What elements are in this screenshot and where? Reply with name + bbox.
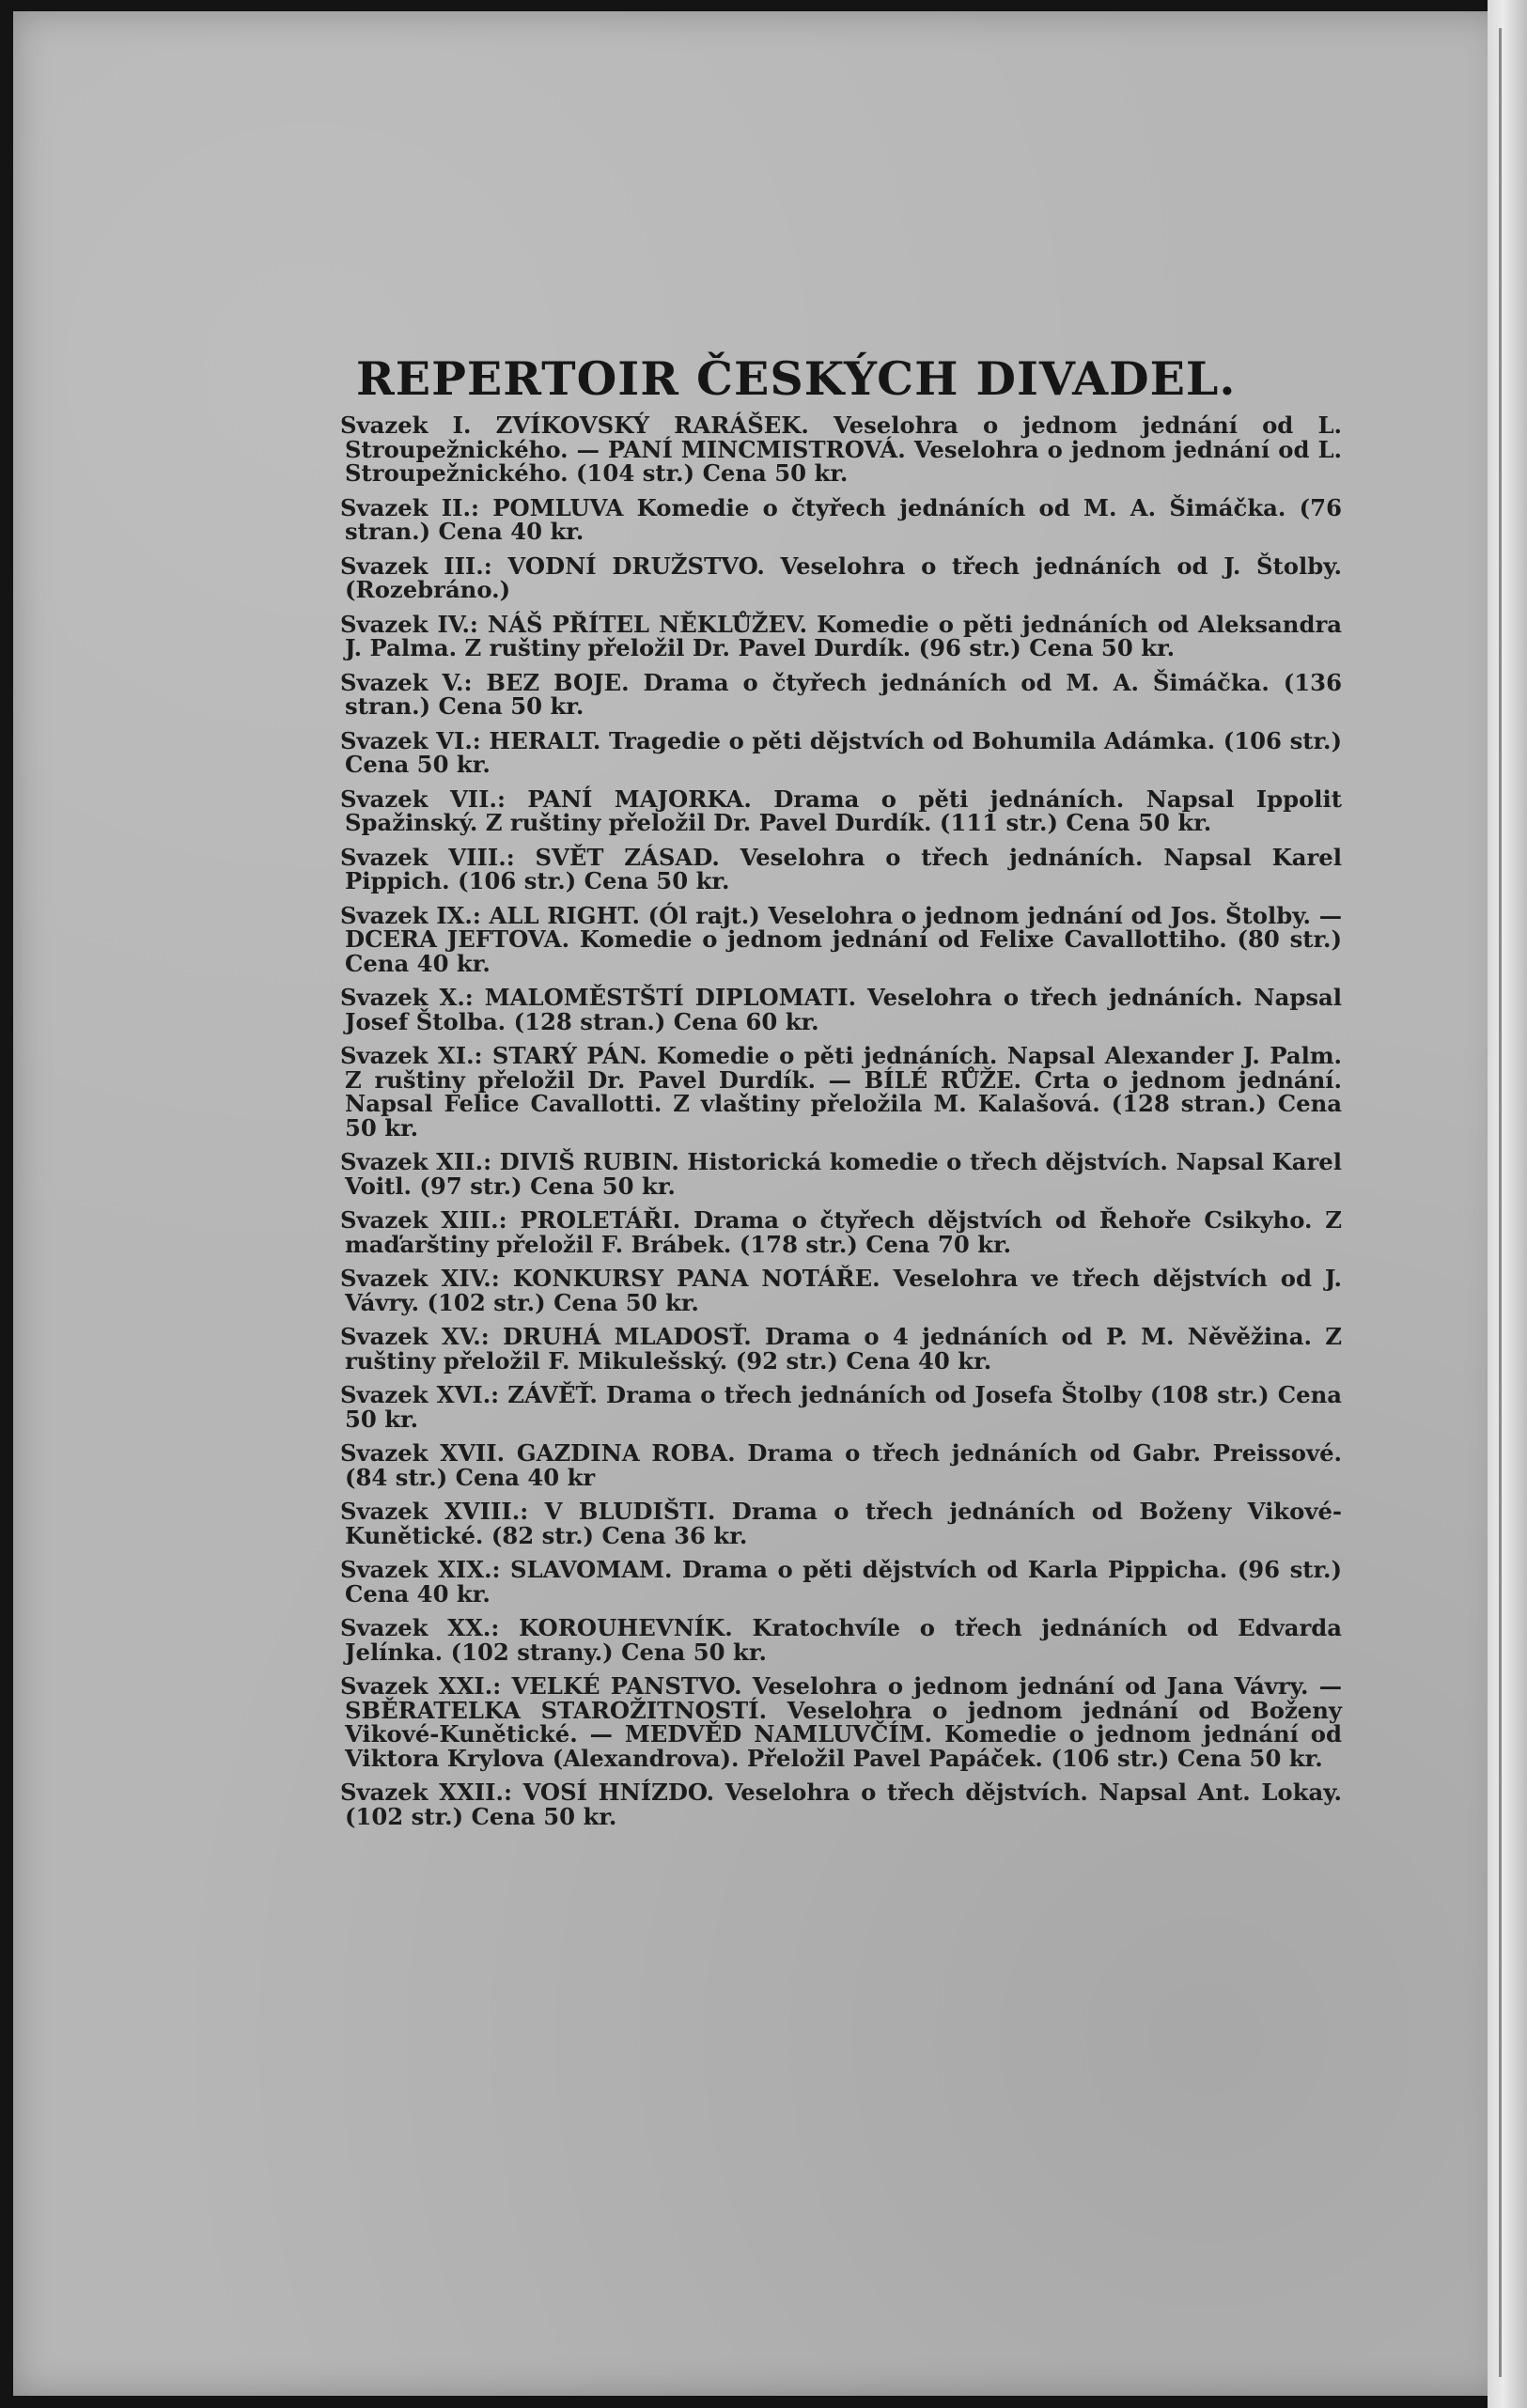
- entry-text: Svazek XII.: DIVIŠ RUBIN. Historická komedie o třech dějstvích. Napsal Karel Voitl. (97 str.) Cena 50 kr.: [340, 1148, 1342, 1200]
- entry-text: Svazek III.: VODNÍ DRUŽSTVO. Veselohra o třech jednáních od J. Štolby. (Rozebráno.): [340, 552, 1342, 603]
- entry-text: Svazek IX.: ALL RIGHT. (Ól rajt.) Veselohra o jednom jednání od Jos. Štolby. — DCERA JEFTOVA. Komedie o jednom jednání od Felixe Cavallottiho. (80 str.) Cena 40 kr.: [340, 901, 1342, 977]
- list-item: [340, 1208, 1342, 1256]
- entry-text: Svazek XX.: KOROUHEVNÍK. Kratochvíle o třech jednáních od Edvarda Jelínka. (102 strany.) Cena 50 kr.: [340, 1614, 1342, 1666]
- list-item: [340, 610, 1342, 661]
- entry-text: Svazek IV.: NÁŠ PŘÍTEL NĚKLŮŽEV. Komedie o pěti jednáních od Aleksandra J. Palma. Z ruštiny přeložil Dr. Pavel Durdík. (96 str.) Cena 50 kr.: [340, 610, 1342, 661]
- entry-text: Svazek VI.: HERALT. Tragedie o pěti dějstvích od Bohumila Adámka. (106 str.) Cena 50 kr.: [340, 726, 1342, 778]
- list-item: [340, 1150, 1342, 1198]
- entry-text: Svazek VII.: PANÍ MAJORKA. Drama o pěti jednáních. Napsal Ippolit Spažinský. Z ruštiny přeložil Dr. Pavel Durdík. (111 str.) Cena 50 kr.: [340, 785, 1342, 836]
- list-item: [340, 1558, 1342, 1606]
- book-spine-edge: [1488, 0, 1527, 2408]
- list-item: [340, 554, 1342, 602]
- entry-text: Svazek XV.: DRUHÁ MLADOSŤ. Drama o 4 jednáních od P. M. Něvěžina. Z ruštiny přeložil F. Mikulešský. (92 str.) Cena 40 kr.: [340, 1323, 1342, 1375]
- entry-text: Svazek XIV.: KONKURSY PANA NOTÁŘE. Veselohra ve třech dějstvích od J. Vávry. (102 str.) Cena 50 kr.: [340, 1265, 1342, 1316]
- entry-text: Svazek XVI.: ZÁVĚŤ. Drama o třech jednáních od Josefa Štolby (108 str.) Cena 50 kr.: [340, 1381, 1342, 1433]
- repertoire-list: [340, 413, 1342, 1828]
- entry-text: Svazek XI.: STARÝ PÁN. Komedie o pěti jednáních. Napsal Alexander J. Palm. Z ruštiny přeložil Dr. Pavel Durdík. — BÍLÉ RŮŽE. Crta o jednom jednání. Napsal Felice Cavallotti. Z vlaštiny přeložila M. Kalašová. (128 stran.) Cena 50 kr.: [340, 1042, 1342, 1142]
- list-item: [340, 787, 1342, 835]
- entry-text: Svazek XVIII.: V BLUDIŠTI. Drama o třech jednáních od Boženy Vikové-Kunětické. (82 str.) Cena 36 kr.: [340, 1498, 1342, 1549]
- entry-text: Svazek II.: POMLUVA Komedie o čtyřech jednáních od M. A. Šimáčka. (76 stran.) Cena 40 kr.: [340, 493, 1342, 545]
- list-item: [340, 843, 1342, 894]
- list-item: [340, 413, 1342, 486]
- list-item: [340, 1441, 1342, 1489]
- entry-text: Svazek VIII.: SVĚT ZÁSAD. Veselohra o třech jednáních. Napsal Karel Pippich. (106 str.) Cena 50 kr.: [340, 843, 1342, 894]
- list-item: [340, 1325, 1342, 1373]
- entry-text: Svazek X.: MALOMĚSTŠTÍ DIPLOMATI. Veselohra o třech jednáních. Napsal Josef Štolba. (128 stran.) Cena 60 kr.: [340, 984, 1342, 1035]
- list-item: [340, 493, 1342, 545]
- list-item: [340, 726, 1342, 778]
- list-item: [340, 901, 1342, 977]
- book-page: [13, 11, 1504, 2396]
- page-title: REPERTOIR ČESKÝCH DIVADEL.: [356, 351, 1237, 406]
- list-item: [340, 1674, 1342, 1770]
- list-item: [340, 1780, 1342, 1828]
- entry-text: Svazek V.: BEZ BOJE. Drama o čtyřech jednáních od M. A. Šimáčka. (136 stran.) Cena 50 kr.: [340, 668, 1342, 720]
- entry-text: Svazek XIII.: PROLETÁŘI. Drama o čtyřech dějstvích od Řehoře Csikyho. Z maďarštiny přeložil F. Brábek. (178 str.) Cena 70 kr.: [340, 1206, 1342, 1258]
- entry-text: Svazek I. ZVÍKOVSKÝ RARÁŠEK. Veselohra o jednom jednání od L. Stroupežnického. — PANÍ MINCMISTROVÁ. Veselohra o jednom jednání od L. Stroupežnického. (104 str.) Cena 50 kr.: [340, 412, 1342, 487]
- list-item: [340, 1383, 1342, 1431]
- list-item: [340, 986, 1342, 1033]
- list-item: [340, 1616, 1342, 1664]
- list-item: [340, 1266, 1342, 1314]
- entry-text: Svazek XXI.: VELKÉ PANSTVO. Veselohra o jednom jednání od Jana Vávry. — SBĚRATELKA STAROŽITNOSTÍ. Veselohra o jednom jednání od Boženy Vikové-Kunětické. — MEDVĚD NAMLUVČÍM. Komedie o jednom jednání od Viktora Krylova (Alexandrova). Přeložil Pavel Papáček. (106 str.) Cena 50 kr.: [340, 1672, 1342, 1772]
- list-item: [340, 668, 1342, 720]
- entry-text: Svazek XVII. GAZDINA ROBA. Drama o třech jednáních od Gabr. Preissové. (84 str.) Cena 40 kr: [340, 1439, 1342, 1491]
- list-item: [340, 1044, 1342, 1140]
- entry-text: Svazek XIX.: SLAVOMAM. Drama o pěti dějstvích od Karla Pippicha. (96 str.) Cena 40 kr.: [340, 1556, 1342, 1608]
- list-item: [340, 1499, 1342, 1547]
- entry-text: Svazek XXII.: VOSÍ HNÍZDO. Veselohra o třech dějstvích. Napsal Ant. Lokay. (102 str.) Cena 50 kr.: [340, 1779, 1342, 1830]
